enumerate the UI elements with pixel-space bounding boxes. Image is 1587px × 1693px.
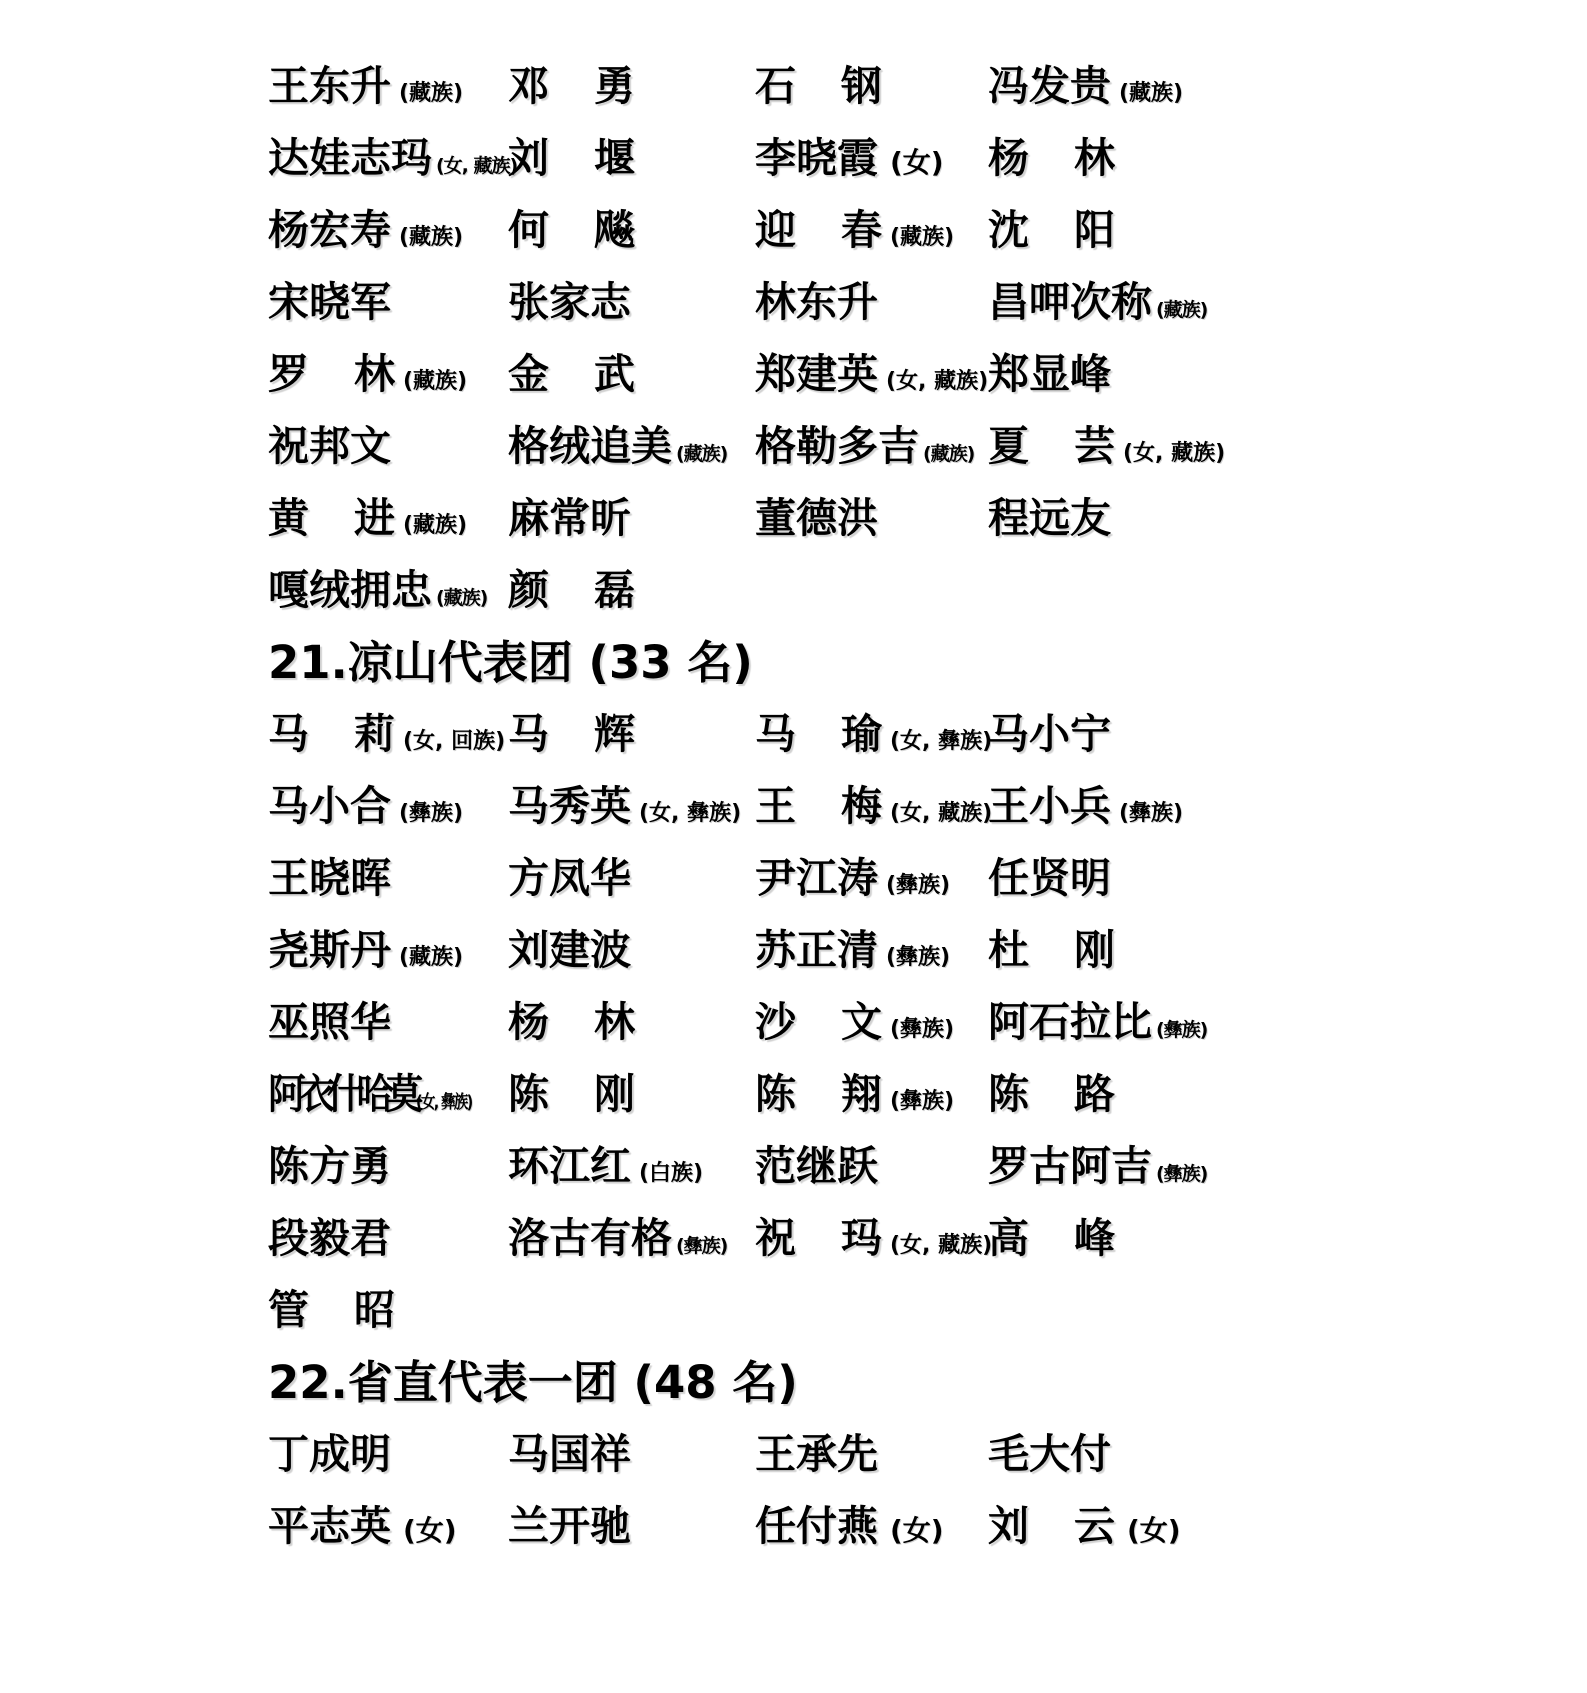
delegate-name: 杨林 [508,997,635,1046]
ethnicity-note: (女, 彝族) [639,800,742,826]
delegate-name: 王晓晖 [268,853,391,902]
delegate-name: 程远友 [988,493,1111,542]
delegate-cell [268,1205,508,1264]
delegate-cell [755,53,988,112]
delegate-cell [268,917,508,976]
delegate-name: 格绒追美 [508,421,672,470]
ethnicity-note: (女, 彝族) [416,1091,472,1113]
ethnicity-note: (女, 藏族) [890,1232,993,1258]
delegate-name: 兰开驰 [508,1501,631,1550]
delegate-name: 任贤明 [988,853,1111,902]
delegate-cell [988,269,1587,328]
delegate-cell [755,485,988,544]
delegate-cell [755,1421,988,1480]
delegate-name: 马国祥 [508,1429,631,1478]
ethnicity-note: (白族) [639,1160,704,1186]
ethnicity-note: (女) [403,1513,457,1547]
delegate-name: 范继跃 [755,1141,878,1190]
ethnicity-note: (彝族) [676,1234,728,1257]
delegate-cell [755,197,988,256]
delegate-cell [508,1493,755,1552]
delegate-cell [508,845,755,904]
delegate-cell [988,53,1587,112]
section-header-row [268,622,1587,694]
delegate-cell [268,1277,508,1336]
delegate-cell [508,1061,755,1120]
delegate-name: 杨宏寿 [268,205,391,254]
delegate-cell [988,1205,1587,1264]
delegate-name: 马小合 [268,781,391,830]
ethnicity-note: (藏族) [399,224,464,250]
delegate-cell [755,845,988,904]
ethnicity-note: (藏族) [923,442,975,465]
delegate-name: 黄进 [268,493,395,542]
ethnicity-note: (藏族) [1119,80,1184,106]
delegate-cell [988,701,1587,760]
ethnicity-note: (彝族) [1156,1162,1208,1185]
delegate-name: 石钢 [755,61,882,110]
delegate-name: 王东升 [268,61,391,110]
ethnicity-note: (彝族) [890,1016,955,1042]
delegate-cell [268,485,508,544]
delegate-name: 沙文 [755,997,882,1046]
ethnicity-note: (女, 回族) [403,728,506,754]
delegate-row [268,1054,1587,1126]
delegate-name: 任付燕 [755,1501,878,1550]
delegate-cell [268,269,508,328]
ethnicity-note: (藏族) [403,512,468,538]
delegate-cell [988,989,1587,1048]
ethnicity-note: (藏族) [890,224,955,250]
delegate-name: 刘云 [988,1501,1115,1550]
ethnicity-note: (彝族) [886,944,951,970]
delegate-cell [988,125,1587,184]
ethnicity-note: (女, 藏族) [436,154,518,177]
delegate-name: 祝玛 [755,1213,882,1262]
delegate-name: 丁成明 [268,1429,391,1478]
delegate-name: 陈翔 [755,1069,882,1118]
delegate-cell [268,989,508,1048]
delegate-cell [268,773,508,832]
delegate-cell [988,1133,1587,1192]
delegate-row [268,1486,1587,1558]
delegate-cell [268,1133,508,1192]
delegate-name: 马瑜 [755,709,882,758]
ethnicity-note: (女) [1127,1513,1181,1547]
delegate-row [268,1126,1587,1198]
delegate-name: 马小宁 [988,709,1111,758]
delegate-name: 段毅君 [268,1213,391,1262]
delegate-name: 刘建波 [508,925,631,974]
delegate-cell [508,341,755,400]
delegate-name: 王梅 [755,781,882,830]
delegate-cell [755,269,988,328]
delegate-name: 何飚 [508,205,635,254]
ethnicity-note: (彝族) [890,1088,955,1114]
delegate-cell [988,1061,1587,1120]
delegate-cell [268,701,508,760]
delegate-cell [755,413,988,472]
delegate-row [268,550,1587,622]
delegate-cell [755,773,993,832]
ethnicity-note: (藏族) [1156,298,1208,321]
delegate-name: 毛大付 [988,1429,1111,1478]
delegate-cell [268,53,508,112]
ethnicity-note: (彝族) [886,872,951,898]
delegate-name: 马辉 [508,709,635,758]
delegate-name: 阿衣什哈莫 [268,1069,416,1118]
delegate-cell [755,701,993,760]
delegate-cell [755,989,988,1048]
delegate-name: 平志英 [268,1501,391,1550]
delegate-row [268,1270,1587,1342]
delegate-cell [508,701,755,760]
delegate-name: 金武 [508,349,635,398]
delegate-name: 郑建英 [755,349,878,398]
delegate-row [268,190,1587,262]
ethnicity-note: (藏族) [436,586,488,609]
delegate-cell [988,1493,1587,1552]
ethnicity-note: (藏族) [399,80,464,106]
delegate-name: 夏芸 [988,421,1115,470]
ethnicity-note: (女, 藏族) [886,368,989,394]
delegate-row [268,406,1587,478]
delegate-cell [755,1061,988,1120]
delegate-name: 尹江涛 [755,853,878,902]
ethnicity-note: (藏族) [676,442,728,465]
section-header: 22.省直代表一团 (48 名) [268,1355,798,1409]
ethnicity-note: (彝族) [399,800,464,826]
delegate-cell [988,341,1587,400]
delegate-name: 阿石拉比 [988,997,1152,1046]
delegate-name: 颜磊 [508,565,635,614]
delegate-cell [268,125,518,184]
delegate-cell [508,197,755,256]
delegate-cell [508,989,755,1048]
delegate-name: 尧斯丹 [268,925,391,974]
delegate-name: 邓勇 [508,61,635,110]
delegate-name: 洛古有格 [508,1213,672,1262]
delegate-row [268,694,1587,766]
delegate-name: 郑显峰 [988,349,1111,398]
delegate-name: 祝邦文 [268,421,391,470]
delegate-cell [268,557,508,616]
delegate-cell [755,1493,988,1552]
delegate-name: 罗林 [268,349,395,398]
delegate-name: 王小兵 [988,781,1111,830]
delegate-name: 林东升 [755,277,878,326]
delegate-row [268,1198,1587,1270]
delegate-row [268,838,1587,910]
delegate-name: 马莉 [268,709,395,758]
delegate-name: 嘎绒拥忠 [268,565,432,614]
delegate-row [268,910,1587,982]
delegate-name: 方凤华 [508,853,631,902]
delegate-cell [988,197,1587,256]
delegate-name: 陈刚 [508,1069,635,1118]
delegate-name: 达娃志玛 [268,133,432,182]
delegate-cell [508,125,755,184]
delegate-row [268,766,1587,838]
delegate-cell [268,1061,508,1120]
delegate-cell [268,845,508,904]
delegate-name: 苏正清 [755,925,878,974]
delegate-cell [755,125,988,184]
delegate-cell [508,1133,755,1192]
delegate-row [268,46,1587,118]
delegate-cell [988,485,1587,544]
delegate-name: 董德洪 [755,493,878,542]
delegate-row [268,334,1587,406]
delegate-cell [988,773,1587,832]
section-header: 21.凉山代表团 (33 名) [268,635,753,689]
delegate-name: 格勒多吉 [755,421,919,470]
delegate-cell [508,53,755,112]
delegate-name: 马秀英 [508,781,631,830]
delegate-cell [508,557,755,616]
delegate-name: 杜刚 [988,925,1115,974]
ethnicity-note: (女) [890,145,944,179]
delegate-name: 李晓霞 [755,133,878,182]
ethnicity-note: (女, 藏族) [1123,440,1226,466]
delegate-name: 王承先 [755,1429,878,1478]
delegate-cell [268,197,508,256]
delegate-name: 迎春 [755,205,882,254]
ethnicity-note: (女, 彝族) [890,728,993,754]
delegate-name: 宋晓军 [268,277,391,326]
ethnicity-note: (彝族) [1119,800,1184,826]
delegate-cell [988,845,1587,904]
delegate-cell [988,917,1587,976]
delegate-name: 杨林 [988,133,1115,182]
delegate-name: 高峰 [988,1213,1115,1262]
delegate-cell [755,917,988,976]
delegate-cell [508,413,755,472]
ethnicity-note: (藏族) [403,368,468,394]
delegate-cell [508,773,755,832]
delegate-row [268,262,1587,334]
ethnicity-note: (彝族) [1156,1018,1208,1041]
delegate-row [268,982,1587,1054]
delegate-cell [755,1205,993,1264]
delegate-name: 管昭 [268,1285,395,1334]
ethnicity-note: (女) [890,1513,944,1547]
ethnicity-note: (藏族) [399,944,464,970]
delegate-cell [755,341,988,400]
delegate-cell [508,485,755,544]
ethnicity-note: (女, 藏族) [890,800,993,826]
delegate-name: 冯发贵 [988,61,1111,110]
delegate-name: 刘堰 [508,133,635,182]
delegate-name: 罗古阿吉 [988,1141,1152,1190]
delegate-cell [268,1493,508,1552]
delegate-name: 张家志 [508,277,631,326]
delegate-cell [508,917,755,976]
delegate-name: 昌呷次称 [988,277,1152,326]
delegate-cell [508,269,755,328]
delegate-cell [268,341,508,400]
delegate-cell [508,1421,755,1480]
delegate-name: 环江红 [508,1141,631,1190]
delegate-name: 陈方勇 [268,1141,391,1190]
delegate-name: 巫照华 [268,997,391,1046]
delegate-row [268,1414,1587,1486]
delegate-cell [988,1421,1587,1480]
delegate-name: 陈路 [988,1069,1115,1118]
delegate-cell [988,413,1587,472]
section-header-row [268,1342,1587,1414]
delegate-cell [755,1133,988,1192]
delegate-name: 麻常昕 [508,493,631,542]
delegate-cell [268,413,508,472]
delegate-name: 沈阳 [988,205,1115,254]
delegate-row [268,118,1587,190]
delegate-cell [508,1205,755,1264]
delegate-row [268,478,1587,550]
delegate-cell [268,1421,508,1480]
